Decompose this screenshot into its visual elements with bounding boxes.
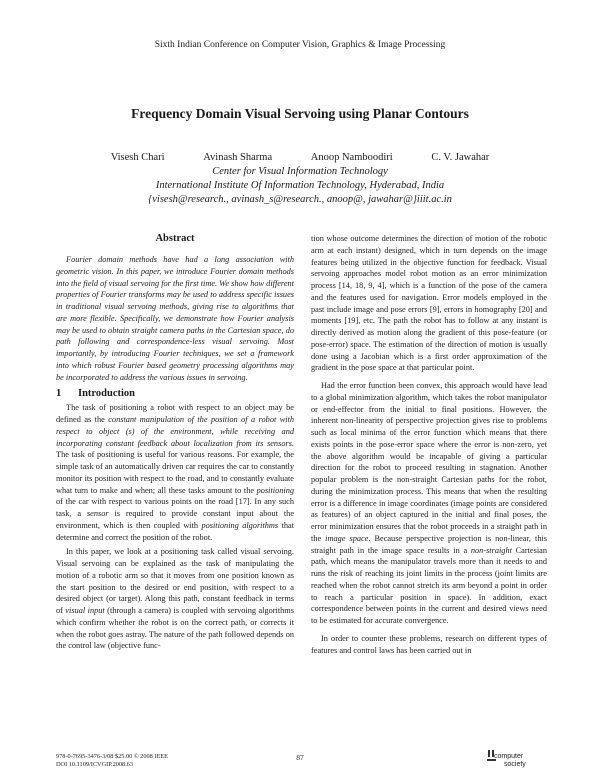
emphasis-text: constant manipulation of the position of a robot with respect to object (s) of the environment, while receiving and incorporating constant feedback about localization from its sensors bbox=[56, 415, 295, 448]
doi-line: DOI 10.1109/ICVGIP.2008.63 bbox=[56, 761, 134, 768]
text-run: that determine and correct the position of the robot. bbox=[56, 520, 295, 542]
logo-text-computer: computer bbox=[494, 753, 524, 760]
text-run: Had the error function been convex, this approach would have lead to a global minimization algorithm, which takes the robot manipulator or end-effector from the initial to final positions. However, the inherent non-linearity of perspective projection gives rise to problems such as local minima of the error function which means that there exists points in the pose-error space where the error is non-zero, yet the above algorithm would be incapable of giving a particular direction for the robot to proceed resulting in stagnation. Another popular problem is the non-straight Cartesian paths for the robot, during the minimization process. This means that when the resulting error is a difference in image coordinates (image points are considered as features) of an object captured in the initial and final poses, the error minimization ensures that the robot proceeds in a straight path in the bbox=[311, 381, 547, 543]
emphasis-text: positioning algorithms bbox=[201, 520, 279, 530]
emphasis-text: image space bbox=[325, 533, 369, 543]
left-column bbox=[56, 233, 294, 652]
emphasis-text: sensor bbox=[86, 509, 109, 518]
intro-paragraph-4 bbox=[311, 380, 547, 627]
author-emails: {visesh@research., avinash_s@research., anoop@, jawahar@}iiit.ac.in bbox=[148, 194, 452, 205]
right-column bbox=[311, 233, 547, 656]
text-run: . Because perspective projection is non-linear, this straight path in the image space results in a bbox=[311, 533, 548, 555]
logo-text-society: society bbox=[504, 761, 526, 768]
intro-paragraph-1 bbox=[56, 402, 294, 543]
text-run: is required to provide constant input about the environment, which is then coupled with bbox=[56, 509, 294, 530]
author-list bbox=[0, 152, 600, 163]
section-number: 1 bbox=[56, 388, 62, 400]
text-run: of the car with respect to various points on the road [17]. In any such task, a bbox=[56, 497, 294, 518]
text-run: . The task of positioning is useful for various reasons. For example, the simple task of an automatically driven car requires the car to constantly monitor its position with respect to the road, and to constantly evaluate what turn to make and when; all these tasks amount to the bbox=[56, 438, 294, 495]
intro-paragraph-3: tion whose outcome determines the direction of motion of the robotic arm at each instant) designed, which in turn depends on the image features being utilized in the objective function for feedback. Visual servoing approaches model robot motion as an error minimization process [14, 18, 9, 4], which is a function of the pose of the camera and the features used for navigation. Error models employed in the past include image and pose errors [9], errors in homography [20] and moments [19], etc. The path the robot has to follow at any instant is directly derived as motion along the gradient of this pose-feature (or pose-error) space. The estimation of the direction of motion is usually done using a Jacobian which is a first order approximation of the gradient in the pose space at that particular point. bbox=[311, 234, 547, 373]
section-title: Introduction bbox=[78, 388, 135, 400]
affiliation-institute: International Institute Of Information Technology, Hyderabad, India bbox=[155, 180, 445, 191]
author-name: Anoop Namboodiri bbox=[310, 152, 393, 163]
text-run: In this paper, we look at a positioning task called visual servoing. Visual servoing can be explained as the task of manipulating the motion of a robotic arm so that it moves from one position known as the start position to the desired or end position, with respect to a desired object (or target). Along this path, constant feedback in terms of bbox=[56, 547, 294, 615]
conference-header: Sixth Indian Conference on Computer Vision, Graphics & Image Processing bbox=[154, 40, 446, 50]
emphasis-text: visual input bbox=[65, 606, 105, 615]
page-number: 87 bbox=[296, 753, 304, 762]
intro-paragraph-5: In order to counter these problems, research on different types of features and control laws has been carried out in bbox=[311, 633, 547, 655]
computer-society-logo bbox=[486, 749, 542, 769]
author-name: Avinash Sharma bbox=[203, 152, 273, 163]
emphasis-text: positioning bbox=[256, 485, 294, 495]
abstract-text: Fourier domain methods have had a long association with geometric vision. In this paper, we introduce Fourier domain methods into the field of visual servoing for the first time. We show how different properties of Fourier transforms may be used to address specific issues in traditional visual servoing methods, giving rise to algorithms that are more flexible. Specifically, we demonstrate how Fourier analysis may be used to obtain straight camera paths in the Cartesian space, do path following and correspondence-less visual servoing. Most importantly, by introducing Fourier techniques, we set a framework into which robust Fourier based geometry processing algorithms may be incorporated to address the various issues in servoing. bbox=[56, 255, 294, 382]
abstract-heading: Abstract bbox=[155, 233, 195, 244]
emphasis-text: non-straight bbox=[470, 545, 512, 555]
intro-paragraph-2 bbox=[56, 546, 294, 652]
affiliation-center: Center for Visual Information Technology bbox=[212, 166, 388, 177]
section-heading bbox=[56, 388, 294, 399]
paper-title: Frequency Domain Visual Servoing using Planar Contours bbox=[131, 106, 469, 121]
text-run: Cartesian path, which means the manipulator travels more than it needs to and runs the risk of reaching its joint limits in the process (joint limits are reached when the robot cannot stretch its arm beyond a point in order to reach a particular position in space). In addition, exact correspondence between points in the current and desired views need to be estimated for accurate convergence. bbox=[311, 545, 547, 625]
text-run: (through a camera) is coupled with servoing algorithms which confirm whether the robot is on the correct path, or corrects it when the robot goes astray. The nature of the path followed depends on the control law (objective func- bbox=[56, 606, 294, 651]
author-name: Visesh Chari bbox=[110, 152, 165, 163]
author-name: C. V. Jawahar bbox=[431, 152, 490, 163]
isbn-line: 978-0-7695-3476-3/08 $25.00 © 2008 IEEE bbox=[56, 753, 168, 760]
text-run: The task of positioning a robot with respect to an object may be defined as the bbox=[56, 403, 294, 424]
